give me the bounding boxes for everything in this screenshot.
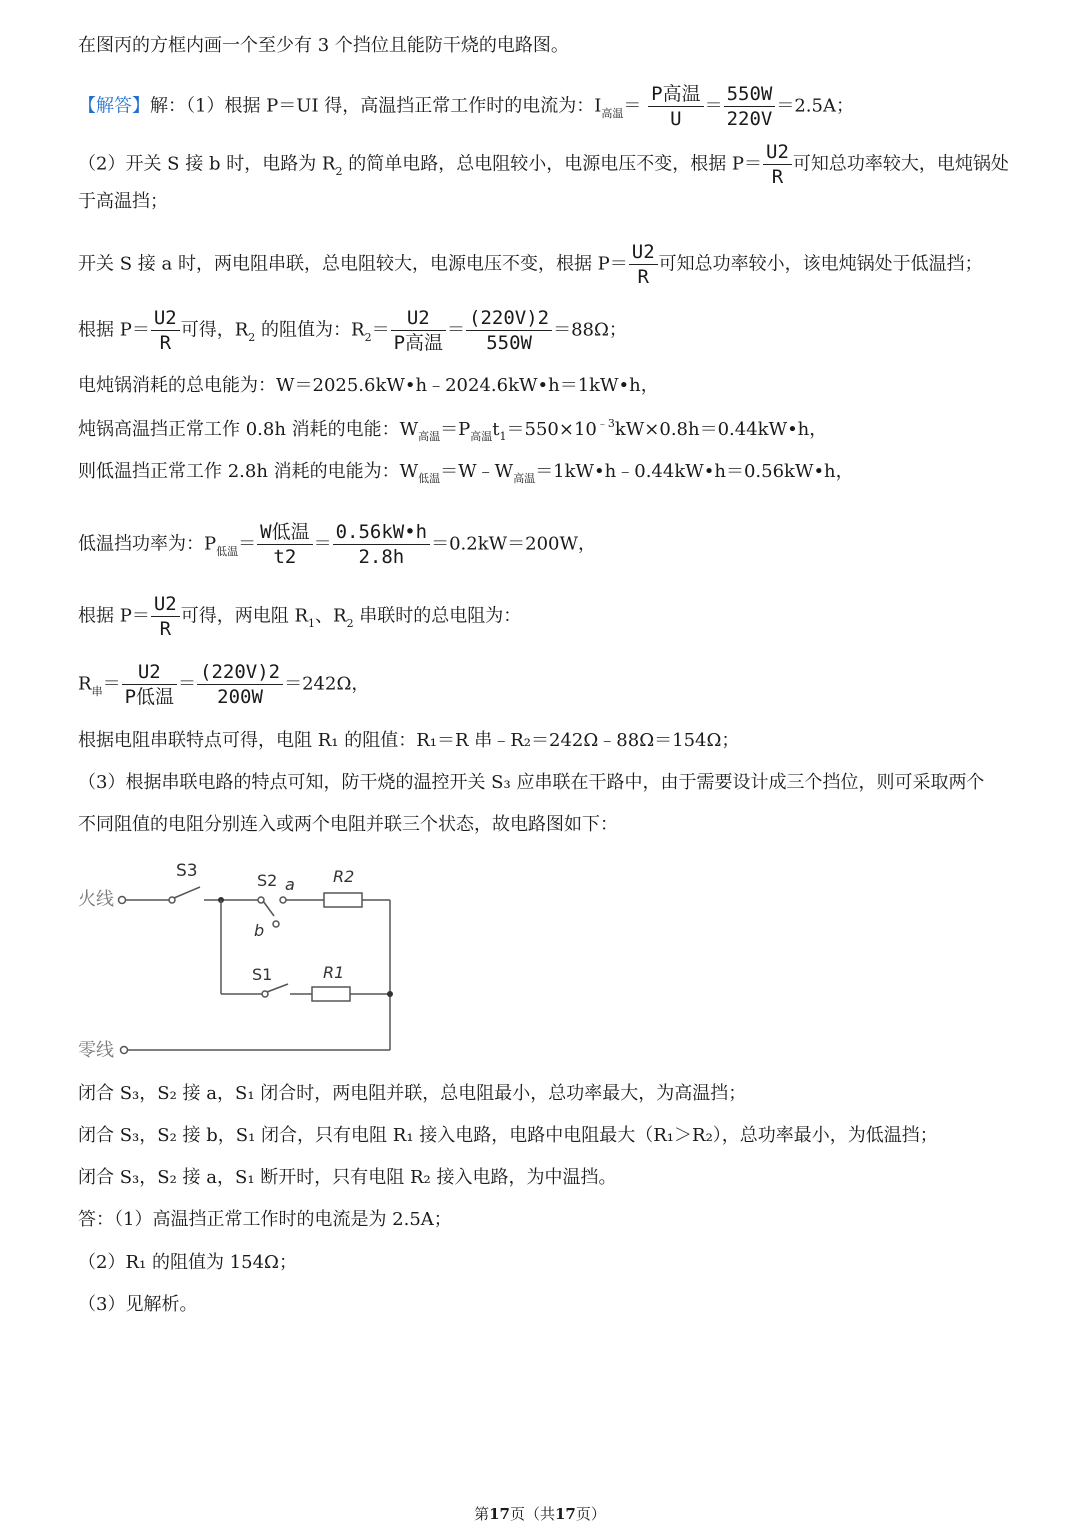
answer-line-14: 不同阻值的电阻分别连入或两个电阻并联三个状态，故电路图如下： — [78, 814, 618, 835]
superscript: ﹣3 — [596, 417, 615, 430]
text: R — [78, 673, 92, 695]
contact-b — [273, 921, 279, 927]
text: ＝0.2kW＝200W， — [431, 533, 596, 555]
text: 开关 S 接 a 时，两电阻串联，总电阻较大，电源电压不变，根据 P＝ — [78, 253, 628, 275]
text: kW×0.8h＝0.44kW•h， — [614, 419, 828, 440]
denominator: 2.8h — [358, 546, 405, 568]
answer-line-12: 根据电阻串联特点可得，电阻 R₁ 的阻值：R₁＝R 串﹣R₂＝242Ω﹣88Ω＝154Ω； — [78, 730, 740, 751]
numerator: U2 — [151, 306, 180, 331]
subscript: 低温 — [418, 472, 441, 485]
text: 串联时的总电阻为： — [353, 605, 522, 627]
answer-line-3: 于高温挡； — [78, 191, 168, 212]
numerator: U2 — [391, 306, 446, 331]
text: 可知总功率较大，电炖锅处 — [792, 153, 1009, 175]
subscript: 高温 — [513, 472, 536, 485]
denominator: R — [771, 166, 784, 188]
switch-s2-blade — [263, 901, 274, 916]
answer-line-20: （3）见解析。 — [78, 1294, 198, 1315]
answer-line-5 — [78, 306, 627, 355]
a-label: a — [285, 875, 295, 894]
denominator: 200W — [217, 686, 263, 708]
footer-text: 第 — [474, 1505, 490, 1523]
denominator: R — [637, 266, 649, 288]
fraction — [151, 306, 180, 355]
text: ＝ — [623, 95, 642, 117]
subscript: 2 — [346, 616, 354, 630]
denominator: P低温 — [124, 686, 175, 708]
text: ＝550×10 — [506, 419, 597, 440]
answer-line-8 — [78, 460, 854, 486]
page-total: 17 — [555, 1505, 576, 1523]
fraction — [724, 82, 776, 131]
b-label: b — [254, 921, 265, 940]
denominator: R — [159, 618, 172, 640]
answer-line-6: 电炖锅消耗的总电能为：W＝2025.6kW•h﹣2024.6kW•h＝1kW•h， — [78, 375, 659, 396]
subscript: 1 — [499, 430, 507, 443]
text: 根据 P＝ — [78, 319, 150, 341]
text: 炖锅高温挡正常工作 0.8h 消耗的电能：W — [78, 419, 419, 440]
text: 则低温挡正常工作 2.8h 消耗的电能为：W — [78, 461, 419, 482]
text: （2）开关 S 接 b 时，电路为 R — [78, 153, 336, 175]
text: ＝ — [447, 319, 466, 341]
resistor-r1 — [312, 987, 350, 1001]
answer-line-4 — [78, 240, 983, 289]
text: 可得，两电阻 R — [180, 605, 309, 627]
answer-line-10 — [78, 592, 521, 641]
answer-line-13: （3）根据串联电路的特点可知，防干烧的温控开关 S₃ 应串联在干路中，由于需要设计成三个挡位，则可采取两个 — [78, 772, 985, 793]
r1-label: R1 — [323, 963, 345, 982]
text: ＝2.5A； — [776, 95, 854, 117]
numerator: U2 — [763, 140, 792, 165]
fraction — [197, 660, 283, 709]
numerator: U2 — [629, 240, 658, 265]
numerator: U2 — [151, 592, 180, 617]
text: ＝ — [704, 95, 723, 117]
text: ＝W﹣W — [440, 461, 514, 482]
answer-line-11 — [78, 660, 369, 709]
answer-line-2 — [78, 140, 1009, 189]
denominator: P高温 — [393, 332, 444, 354]
denominator: U — [670, 108, 682, 130]
subscript: 高温 — [418, 430, 441, 443]
neutral-terminal — [121, 1047, 128, 1054]
answer-line-18: 答：（1）高温挡正常工作时的电流是为 2.5A； — [78, 1209, 452, 1230]
answer-line-1 — [78, 82, 854, 131]
page-number: 17 — [489, 1505, 510, 1523]
s3-label: S3 — [176, 861, 198, 881]
text: ＝ — [102, 673, 121, 695]
subscript: 2 — [364, 330, 372, 344]
fraction — [151, 592, 180, 641]
fraction — [333, 520, 431, 569]
answer-line-19: （2）R₁ 的阻值为 154Ω； — [78, 1252, 297, 1273]
numerator: U2 — [122, 660, 177, 685]
numerator: 550W — [724, 82, 776, 107]
subscript: 串 — [91, 684, 103, 698]
text: 可知总功率较小，该电炖锅处于低温挡； — [658, 253, 983, 275]
footer-text: 页） — [575, 1505, 606, 1523]
text: ＝P — [440, 419, 471, 440]
text: ＝ — [313, 533, 332, 555]
denominator: 550W — [486, 332, 532, 354]
text: ＝88Ω； — [553, 319, 627, 341]
fraction — [466, 306, 552, 355]
numerator: 0.56kW•h — [333, 520, 431, 545]
text: ＝242Ω， — [284, 673, 370, 695]
numerator: (220V)2 — [197, 660, 283, 685]
subscript: 2 — [335, 164, 343, 178]
subscript: 低温 — [216, 544, 239, 558]
text: 解：（1）根据 P＝UI 得，高温挡正常工作时的电流为：I — [150, 95, 602, 117]
denominator: t2 — [273, 546, 297, 568]
text: ＝ — [238, 533, 257, 555]
resistor-r2 — [324, 893, 362, 907]
contact-a — [280, 897, 286, 903]
text: ＝ — [371, 319, 390, 341]
numerator: P高温 — [648, 82, 703, 107]
denominator: R — [159, 332, 172, 354]
junction-dot — [387, 991, 393, 997]
subscript: 高温 — [470, 430, 493, 443]
fraction — [122, 660, 177, 709]
live-terminal — [119, 897, 126, 904]
s2-label: S2 — [257, 871, 278, 890]
subscript: 1 — [308, 616, 316, 630]
text: 、R — [315, 605, 347, 627]
question-tail: 在图丙的方框内画一个至少有 3 个挡位且能防干烧的电路图。 — [78, 35, 569, 56]
text: ＝1kW•h﹣0.44kW•h＝0.56kW•h， — [535, 461, 854, 482]
numerator: (220V)2 — [466, 306, 552, 331]
numerator: W低温 — [257, 520, 312, 545]
fraction — [257, 520, 312, 569]
answer-line-17: 闭合 S₃，S₂ 接 a，S₁ 断开时，只有电阻 R₂ 接入电路，为中温挡。 — [78, 1167, 617, 1188]
page-footer — [0, 1503, 1080, 1524]
circuit-diagram — [76, 852, 406, 1064]
text: t — [492, 419, 500, 440]
subscript: 2 — [248, 330, 256, 344]
footer-text: 页（共 — [509, 1505, 555, 1523]
switch-s3-blade — [174, 887, 200, 898]
answer-line-7 — [78, 418, 827, 444]
switch-s1-blade — [267, 984, 288, 992]
text: 根据 P＝ — [78, 605, 150, 627]
text: 的阻值为：R — [255, 319, 365, 341]
subscript: 高温 — [601, 106, 624, 120]
answer-line-16: 闭合 S₃，S₂ 接 b，S₁ 闭合，只有电阻 R₁ 接入电路，电路中电阻最大（R₁＞R₂），总功率最小，为低温挡； — [78, 1125, 938, 1146]
answer-tag: 【解答】 — [78, 95, 150, 117]
text: 低温挡功率为：P — [78, 533, 217, 555]
live-wire-label: 火线 — [78, 889, 114, 910]
text: ＝ — [178, 673, 197, 695]
fraction — [629, 240, 658, 289]
fraction — [648, 82, 703, 131]
r2-label: R2 — [333, 867, 355, 886]
fraction — [391, 306, 446, 355]
answer-line-15: 闭合 S₃，S₂ 接 a，S₁ 闭合时，两电阻并联，总电阻最小，总功率最大，为高温挡； — [78, 1083, 747, 1104]
text: 的简单电路，总电阻较小，电源电压不变，根据 P＝ — [342, 153, 763, 175]
s1-label: S1 — [252, 965, 273, 984]
neutral-wire-label: 零线 — [78, 1040, 114, 1061]
answer-line-9 — [78, 520, 596, 569]
text: 可得，R — [180, 319, 249, 341]
denominator: 220V — [726, 108, 773, 130]
fraction — [763, 140, 792, 189]
